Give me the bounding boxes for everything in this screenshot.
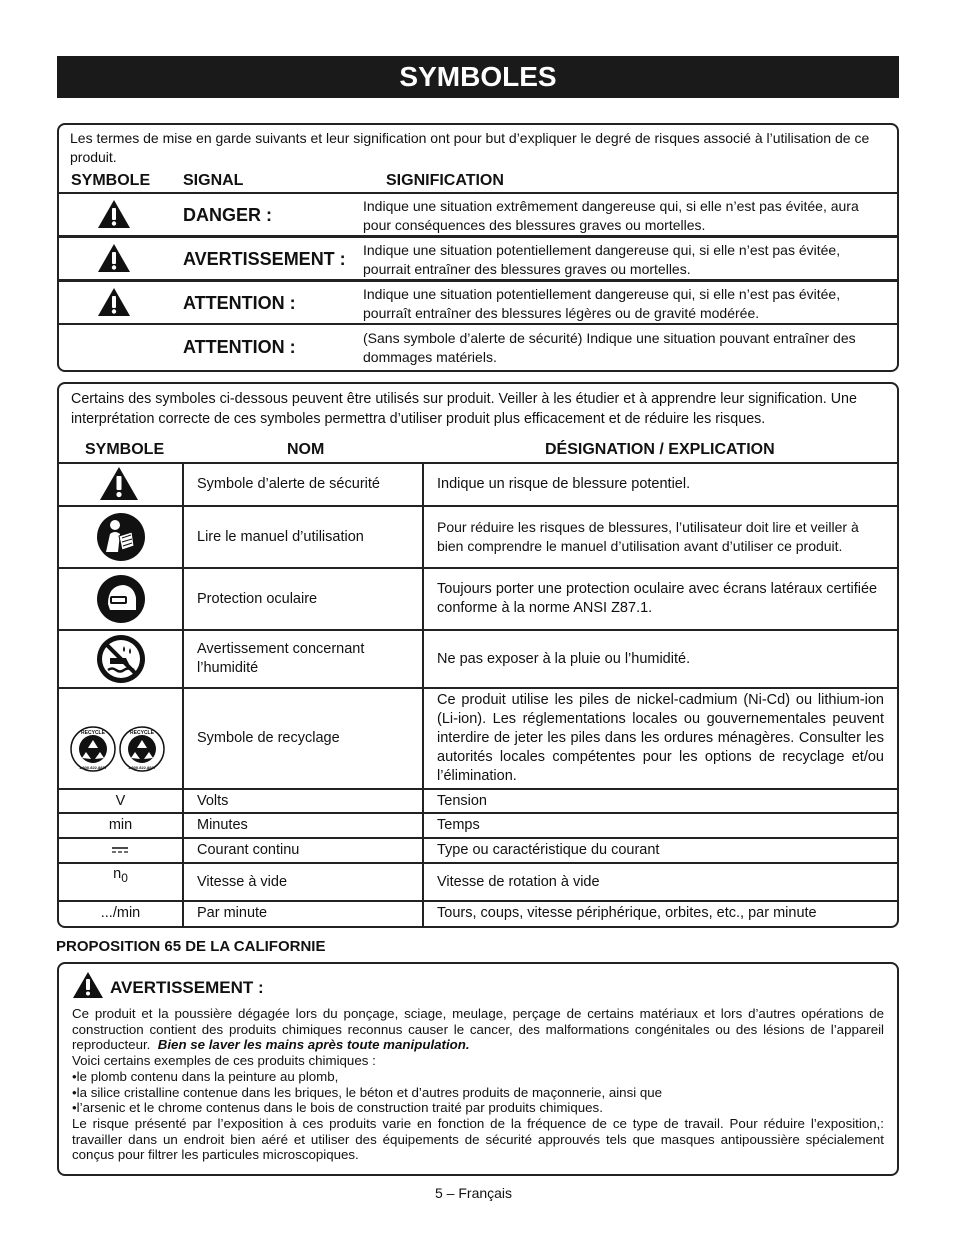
recycle-seal-bottom: 1.800.822.8837 bbox=[128, 765, 156, 770]
eye-protection-icon bbox=[96, 574, 146, 624]
recycle-seal-icon bbox=[70, 726, 116, 772]
header-symbol: SYMBOLE bbox=[71, 172, 151, 189]
symbol-name: Symbole d’alerte de sécurité bbox=[197, 476, 380, 492]
warning-triangle-icon bbox=[72, 971, 104, 999]
direct-current-icon bbox=[112, 846, 128, 854]
symbol-name: Vitesse à vide bbox=[197, 873, 288, 890]
symbol-name: Volts bbox=[197, 792, 229, 809]
signal-caution: ATTENTION : bbox=[183, 293, 296, 313]
recycle-seal-top: RECYCLE bbox=[81, 730, 105, 736]
symbol-explanation: Ne pas exposer à la pluie ou l’humidité. bbox=[437, 650, 691, 667]
symbol-name: Lire le manuel d’utilisation bbox=[197, 528, 364, 545]
symbol-name: Avertissement concernant l’humidité bbox=[197, 641, 365, 676]
signal-intro: Les termes de mise en garde suivants et leur signification ont pour but d’expliquer le degré de risques associé à l’utilisation de ce produit. bbox=[70, 130, 870, 165]
page-title: SYMBOLES bbox=[57, 56, 899, 98]
no-moisture-icon bbox=[96, 634, 146, 684]
signal-danger: DANGER : bbox=[183, 205, 272, 225]
symbol-explanation: Pour réduire les risques de blessures, l’utilisateur doit lire et veiller à bien comprendre le manuel d’utilisation avant d’utiliser ce produit. bbox=[437, 519, 859, 554]
no-load-speed-subscript: 0 bbox=[121, 870, 128, 885]
signal-meaning: Indique une situation potentiellement dangereuse qui, si elle n’est pas évitée, pourrait entraîner des blessures graves ou mortelles. bbox=[363, 242, 841, 277]
symbol-name: Courant continu bbox=[197, 842, 300, 858]
warning-triangle-icon bbox=[99, 466, 139, 501]
prop65-paragraph-3: Le risque présenté par l’exposition à ces produits varie en fonction de la fréquence de ce type de travail. Pour réduire l’exposition,: travailler dans un endroit bien aéré et utiliser des équipements de sécurité approuvés tels que masques antipoussière spécialement conçus pour filtrer les particules microscopiques. bbox=[72, 1115, 884, 1163]
warning-triangle-icon bbox=[97, 287, 131, 317]
prop65-warning-label: AVERTISSEMENT : bbox=[110, 978, 264, 997]
prop65-bullet: •le plomb contenu dans la peinture au plomb, bbox=[72, 1068, 339, 1084]
signal-caution-property: ATTENTION : bbox=[183, 337, 296, 357]
recycle-seal-top: RECYCLE bbox=[130, 730, 154, 736]
symbol-name: Protection oculaire bbox=[197, 590, 318, 607]
symbol-name: Symbole de recyclage bbox=[197, 730, 340, 746]
read-manual-icon bbox=[96, 512, 146, 562]
symbol-code: min bbox=[108, 817, 133, 833]
symbols-intro: Certains des symboles ci-dessous peuvent être utilisés sur produit. Veiller à les étudier et à apprendre leur signification. Une interprétation correcte de ces symboles permettra d’utiliser produit plus efficacement et de réduire les risques. bbox=[71, 391, 857, 427]
prop65-heading: PROPOSITION 65 DE LA CALIFORNIE bbox=[56, 938, 326, 955]
symbol-name: Minutes bbox=[197, 817, 248, 833]
symbol-explanation: Vitesse de rotation à vide bbox=[437, 873, 600, 890]
signal-meaning: (Sans symbole d’alerte de sécurité) Indique une situation pouvant entraîner des dommages matériels. bbox=[363, 330, 856, 365]
recycle-seal-bottom: 1.800.822.8837 bbox=[79, 765, 107, 770]
prop65-paragraph-1: Ce produit et la poussière dégagée lors du ponçage, sciage, meulage, perçage de certains matériaux et lors d’autres opérations de construction contient des produits chimiques reconnus causer le cancer, des malformations congénitales ou des lésions de l’appareil reproducteur. bbox=[72, 1006, 884, 1053]
symbol-name: Par minute bbox=[197, 905, 268, 921]
symbol-code bbox=[59, 864, 182, 900]
no-load-speed-symbol: n bbox=[113, 865, 122, 882]
symbol-explanation: Tours, coups, vitesse périphérique, orbites, etc., par minute bbox=[437, 905, 817, 921]
warning-triangle-icon bbox=[97, 199, 131, 229]
header-signal: SIGNAL bbox=[183, 172, 244, 189]
symbol-explanation: Toujours porter une protection oculaire avec écrans latéraux certifiée conforme à la norme ANSI Z87.1. bbox=[437, 581, 878, 616]
symbol-explanation: Temps bbox=[437, 817, 480, 833]
signal-warning: AVERTISSEMENT : bbox=[183, 249, 346, 269]
symbol-explanation: Type ou caractéristique du courant bbox=[437, 842, 660, 858]
prop65-paragraph-2: Voici certains exemples de ces produits chimiques : bbox=[72, 1053, 376, 1069]
prop65-wash-hands: Bien se laver les mains après toute manipulation. bbox=[157, 1037, 470, 1053]
prop65-bullet: •la silice cristalline contenue dans les briques, le béton et d’autres produits de maçonnerie, ainsi que bbox=[72, 1084, 663, 1100]
prop65-body bbox=[72, 1006, 884, 1163]
warning-triangle-icon bbox=[97, 243, 131, 273]
prop65-bullet: •l’arsenic et le chrome contenus dans le bois de construction traité par produits chimiques. bbox=[72, 1100, 603, 1116]
symbol-explanation: Tension bbox=[437, 792, 487, 809]
table-rule bbox=[422, 462, 424, 927]
signal-meaning: Indique une situation extrêmement dangereuse qui, si elle n’est pas évitée, aura pour conséquences des blessures graves ou mortelles. bbox=[363, 198, 859, 233]
header-meaning: SIGNIFICATION bbox=[386, 172, 504, 189]
symbol-explanation: Indique un risque de blessure potentiel. bbox=[437, 476, 691, 492]
signal-meaning: Indique une situation potentiellement dangereuse qui, si elle n’est pas évitée, pourraît entraîner des blessures légères ou de gravité modérée. bbox=[363, 286, 841, 321]
header-explanation: DÉSIGNATION / EXPLICATION bbox=[545, 441, 775, 458]
symbol-code: V bbox=[115, 792, 126, 809]
page-footer: 5 – Français bbox=[435, 1185, 513, 1201]
symbol-explanation: Ce produit utilise les piles de nickel-cadmium (Ni-Cd) ou lithium-ion (Li-ion). Les réglementations locales ou gouvernementales peuvent interdire de jeter les piles dans les ordures ménagères. Consulter les autorités locales compétentes pour les options de recyclage et/ou l’élimination. bbox=[437, 692, 884, 784]
header-name: NOM bbox=[287, 441, 325, 458]
table-rule bbox=[182, 462, 184, 927]
symbol-code: .../min bbox=[100, 905, 141, 921]
header-symbol: SYMBOLE bbox=[85, 441, 165, 458]
recycle-seal-icon bbox=[119, 726, 165, 772]
